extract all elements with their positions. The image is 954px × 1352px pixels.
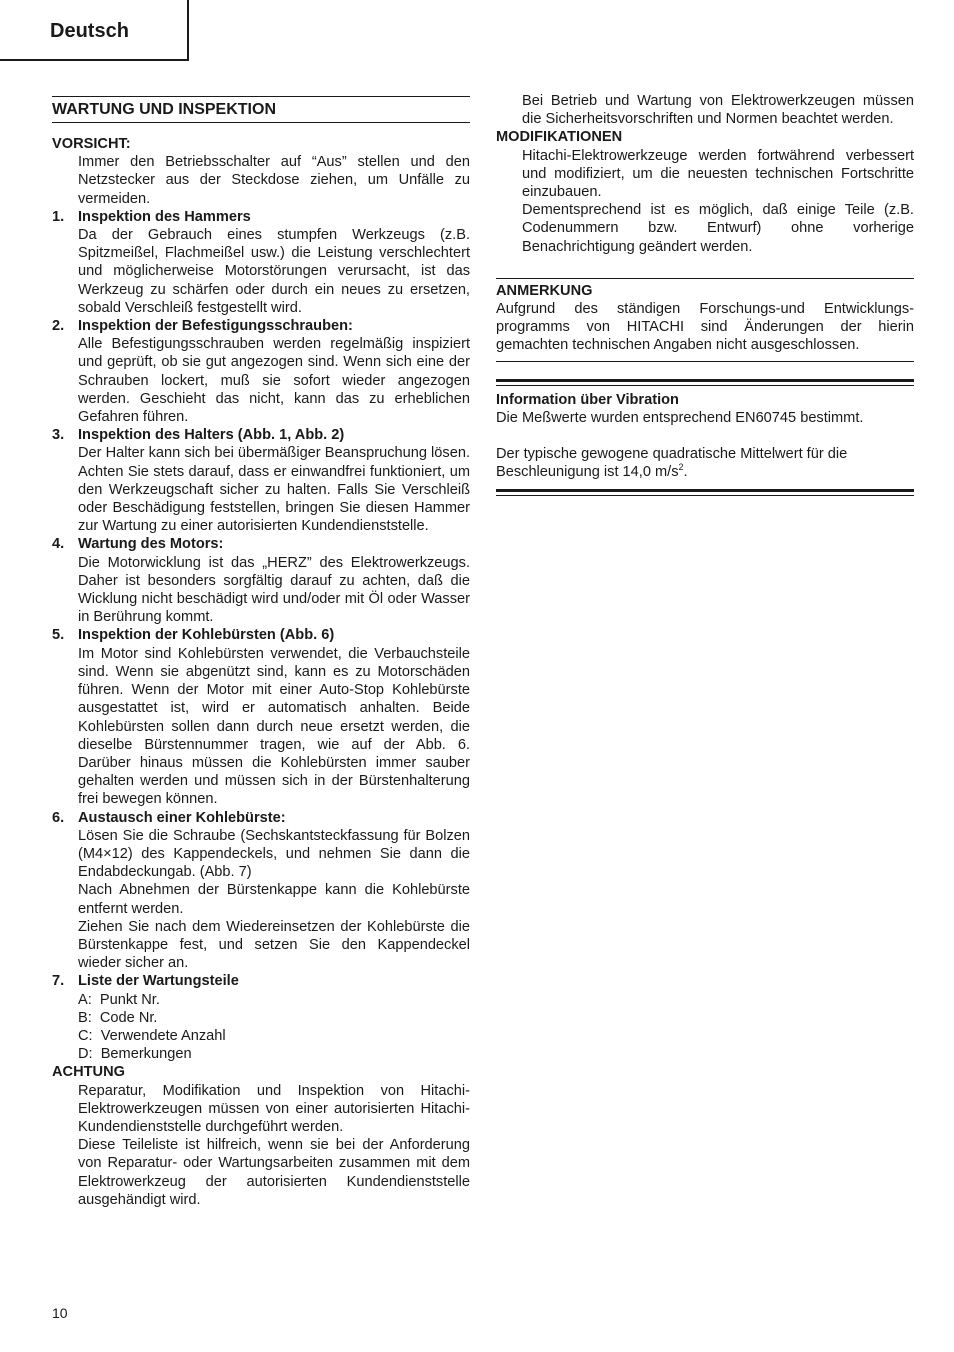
left-column bbox=[52, 96, 470, 1209]
attention-text: Diese Teileliste ist hilfreich, wenn sie bei der Anforderung von Reparatur- oder Wartungsarbeiten zusammen mit dem Elektrowerkzeug der autorisierten Kundendienststelle ausgehändigt wird. bbox=[78, 1137, 470, 1208]
list-item bbox=[52, 317, 470, 426]
vibration-value-end: . bbox=[683, 464, 688, 481]
vibration-value-main: Der typische gewogene quadratische Mittelwert für die Beschleunigung ist 14,0 m/s bbox=[496, 446, 848, 481]
language-tab bbox=[0, 0, 189, 61]
right-column bbox=[496, 92, 914, 496]
section-title: WARTUNG UND INSPEKTION bbox=[52, 96, 470, 123]
safety-text: Bei Betrieb und Wartung von Elektrowerkzeugen müssen die Sicherheitsvorschriften und Normen beachtet werden. bbox=[522, 93, 914, 128]
vibration-heading: Information über Vibration bbox=[496, 391, 679, 408]
item-number: 5. bbox=[52, 627, 65, 644]
item-number: 7. bbox=[52, 973, 65, 990]
divider bbox=[496, 278, 914, 279]
item-text: Die Motorwicklung ist das „HERZ” des Elektrowerkzeugs. Daher ist besonders sorgfältig darauf zu achten, daß die Wicklung nicht beschädigt wird und/oder mit Öl oder Wasser in Berührung kommt. bbox=[78, 554, 470, 626]
note-heading: ANMERKUNG bbox=[496, 282, 593, 299]
modifications-text: Hitachi-Elektrowerkzeuge werden fortwährend verbessert und modifiziert, um die neuesten technischen Fortschritte einzubauen. bbox=[522, 147, 914, 201]
maintenance-list bbox=[52, 208, 470, 1064]
modifications-heading: MODIFIKATIONEN bbox=[496, 129, 623, 146]
list-item bbox=[52, 809, 470, 973]
caution-heading: VORSICHT: bbox=[52, 136, 131, 152]
item-title: Wartung des Motors: bbox=[78, 536, 224, 553]
item-number: 6. bbox=[52, 809, 65, 826]
item-text: Der Halter kann sich bei übermäßiger Beanspruchung lösen. Achten Sie stets darauf, dass er einwandfrei funktioniert, um den Werkzeugschaft sicher zu halten. Falls Sie Verschleiß oder Beschädigung feststellen, bringen Sie diesen Hammer zur Wartung zu einer autorisierten Kundendienststelle. bbox=[78, 445, 470, 535]
note-text: Aufgrund des ständigen Forschungs-und Entwicklungs-programms von HITACHI sind Änderungen der hierin gemachten technischen Angaben nicht ausgeschlossen. bbox=[496, 301, 914, 354]
vibration-value bbox=[496, 445, 914, 481]
item-title: Inspektion der Kohlebürsten (Abb. 6) bbox=[78, 627, 335, 644]
attention-text: Reparatur, Modifikation und Inspektion von Hitachi-Elektrowerkzeugen müssen von einer autorisierten Hitachi-Kundendienststelle durchgeführt werden. bbox=[78, 1082, 470, 1135]
item-number: 4. bbox=[52, 536, 65, 553]
double-divider bbox=[496, 489, 914, 496]
item-title: Inspektion des Hammers bbox=[78, 208, 251, 225]
item-text: Im Motor sind Kohlebürsten verwendet, die Verbauchsteile sind. Wenn sie abgenützt sind, kann es zu Motorschäden führen. Wenn der Motor mit einer Auto-Stop Kohlebürste ausgestattet ist, wird er automatisch anhalten. Beide Kohlebürsten sollen dann durch neue ersetzt werden, die dieselbe Bürstennummer tragen, wie auf der Abb. 6. Darüber hinaus müssen die Kohlebürsten immer sauber gehalten werden und müssen sich in der Bürstenhalterung frei bewegen können. bbox=[78, 645, 470, 808]
page-number: 10 bbox=[52, 1305, 68, 1321]
list-item bbox=[52, 208, 470, 317]
parts-legend-b: B: Code Nr. bbox=[78, 1009, 158, 1026]
modifications-text: Dementsprechend ist es möglich, daß einige Teile (z.B. Codenummern bzw. Entwurf) ohne vorherige Benachrichtigung geändert werden. bbox=[522, 202, 914, 255]
item-text: Lösen Sie die Schraube (Sechskantsteckfassung für Bolzen (M4×12) des Kappendeckels, und nehmen Sie dann die Endabdeckungab. (Abb. 7) bbox=[78, 827, 470, 881]
parts-legend-d: D: Bemerkungen bbox=[78, 1046, 192, 1063]
item-number: 1. bbox=[52, 208, 65, 225]
item-text: Ziehen Sie nach dem Wiedereinsetzen der Kohlebürste die Bürstenkappe fest, und setzen Sie den Kappendeckel wieder sicher an. bbox=[78, 918, 470, 972]
item-number: 3. bbox=[52, 427, 65, 444]
language-label: Deutsch bbox=[50, 20, 129, 42]
attention-heading: ACHTUNG bbox=[52, 1064, 125, 1081]
list-item bbox=[52, 535, 470, 626]
item-title: Inspektion der Befestigungsschrauben: bbox=[78, 318, 353, 335]
double-divider bbox=[496, 379, 914, 386]
list-item bbox=[52, 626, 470, 808]
divider bbox=[496, 361, 914, 362]
item-text: Alle Befestigungsschrauben werden regelmäßig inspiziert und geprüft, ob sie gut angezogen sind. Wenn sich eine der Schrauben lockert, muß sie sofort wieder angezogen werden. Geschieht das nicht, kann das zu erheblichen Gefahren führen. bbox=[78, 336, 470, 426]
item-text: Nach Abnehmen der Bürstenkappe kann die Kohlebürste entfernt werden. bbox=[78, 882, 470, 917]
vibration-measurement: Die Meßwerte wurden entsprechend EN60745 bestimmt. bbox=[496, 409, 864, 426]
parts-legend-a: A: Punkt Nr. bbox=[78, 991, 160, 1008]
caution-text: Immer den Betriebsschalter auf “Aus” stellen und den Netzstecker aus der Steckdose ziehen, um Unfälle zu vermeiden. bbox=[78, 154, 470, 207]
item-number: 2. bbox=[52, 318, 65, 335]
item-text: Da der Gebrauch eines stumpfen Werkzeugs (z.B. Spitzmeißel, Flachmeißel usw.) die Leistung verschlechtert und möglicherweise Motorstörungen verursacht, ist das Werkzeug zu schärfen oder durch ein neues zu ersetzen, sobald Verschleiß festgestellt wird. bbox=[78, 227, 470, 316]
parts-legend-c: C: Verwendete Anzahl bbox=[78, 1027, 226, 1044]
item-title: Austausch einer Kohlebürste: bbox=[78, 809, 286, 826]
item-title: Liste der Wartungsteile bbox=[78, 973, 239, 990]
list-item bbox=[52, 426, 470, 535]
item-title: Inspektion des Halters (Abb. 1, Abb. 2) bbox=[78, 427, 345, 444]
list-item bbox=[52, 972, 470, 1063]
vibration-unit-exponent: 2 bbox=[678, 462, 684, 473]
